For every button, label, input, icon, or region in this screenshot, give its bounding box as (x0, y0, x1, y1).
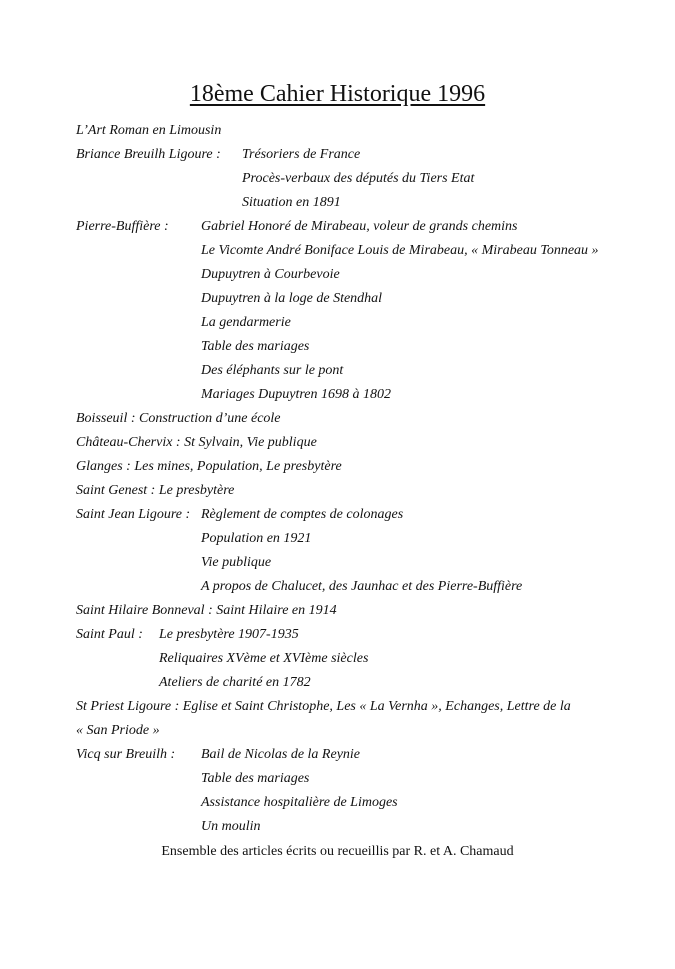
entry-art-roman: L’Art Roman en Limousin (76, 123, 222, 138)
entry-item: Le Vicomte André Boniface Louis de Mirabeau, « Mirabeau Tonneau » (201, 243, 599, 258)
entry-item: Dupuytren à la loge de Stendhal (201, 291, 383, 306)
entry-heading-saint-jean-ligoure: Saint Jean Ligoure : (76, 507, 191, 522)
entry-item: Procès-verbaux des députés du Tiers Etat (242, 171, 475, 186)
entry-heading-briance: Briance Breuilh Ligoure : (76, 147, 221, 162)
entry-item: Table des mariages (201, 339, 310, 354)
entry-item: Assistance hospitalière de Limoges (201, 795, 398, 810)
entry-item: Dupuytren à Courbevoie (201, 267, 340, 282)
entry-chateau-chervix: Château-Chervix : St Sylvain, Vie publique (76, 435, 317, 450)
entry-boisseuil: Boisseuil : Construction d’une école (76, 411, 281, 426)
entry-item: Règlement de comptes de colonages (201, 507, 404, 522)
entry-item: Le presbytère 1907-1935 (159, 627, 299, 642)
entry-saint-genest: Saint Genest : Le presbytère (76, 483, 235, 498)
entry-heading-pierre-buffiere: Pierre-Buffière : (76, 219, 169, 234)
entry-item: Reliquaires XVème et XVIème siècles (159, 651, 369, 666)
entry-item: Un moulin (201, 819, 261, 834)
entry-st-priest-continuation: « San Priode » (76, 723, 160, 738)
entry-st-priest-ligoure: St Priest Ligoure : Eglise et Saint Christophe, Les « La Vernha », Echanges, Lettre de la (76, 699, 571, 714)
entry-item: Vie publique (201, 555, 272, 570)
entry-item: Gabriel Honoré de Mirabeau, voleur de grands chemins (201, 219, 518, 234)
entry-item: La gendarmerie (201, 315, 291, 330)
entry-heading-saint-paul: Saint Paul : (76, 627, 143, 642)
entry-item: Mariages Dupuytren 1698 à 1802 (201, 387, 392, 402)
entry-item: Population en 1921 (201, 531, 312, 546)
entry-item: Table des mariages (201, 771, 310, 786)
entry-item: Des éléphants sur le pont (201, 363, 344, 378)
entry-glanges: Glanges : Les mines, Population, Le presbytère (76, 459, 342, 474)
entry-heading-vicq-sur-breuilh: Vicq sur Breuilh : (76, 747, 176, 762)
entry-item: Situation en 1891 (242, 195, 341, 210)
credit-line: Ensemble des articles écrits ou recueillis par R. et A. Chamaud (161, 844, 514, 859)
entry-item: Bail de Nicolas de la Reynie (201, 747, 361, 762)
entry-item: Ateliers de charité en 1782 (159, 675, 311, 690)
entry-saint-hilaire: Saint Hilaire Bonneval : Saint Hilaire en 1914 (76, 603, 337, 618)
page-title: 18ème Cahier Historique 1996 (189, 81, 486, 107)
entry-item: Trésoriers de France (242, 147, 361, 162)
entry-item: A propos de Chalucet, des Jaunhac et des Pierre-Buffière (201, 579, 523, 594)
